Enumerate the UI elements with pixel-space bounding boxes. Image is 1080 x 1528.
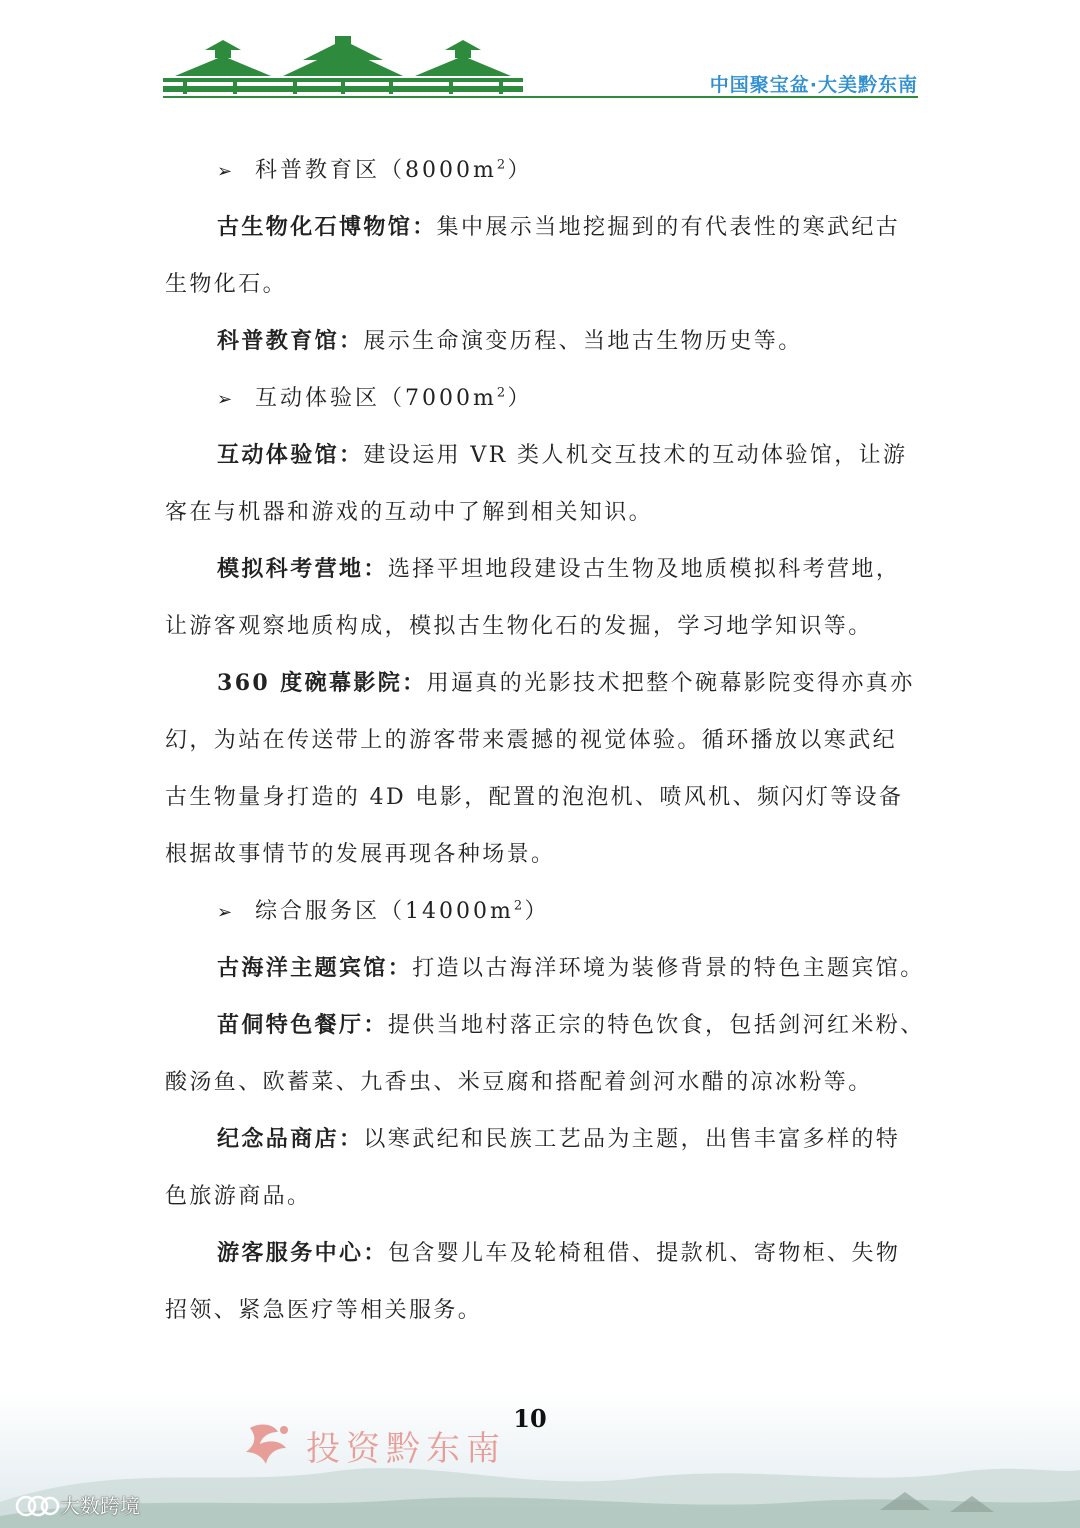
superscript: 2: [513, 898, 525, 914]
paragraph-continuation: 生物化石。: [165, 272, 288, 297]
section-title-close: ）: [507, 386, 532, 411]
section-title-close: ）: [524, 899, 549, 924]
item-text: 提供当地村落正宗的特色饮食，包括剑河红米粉、: [387, 1013, 925, 1038]
item-text: 以寒武纪和民族工艺品为主题，出售丰富多样的特: [363, 1127, 901, 1152]
page-header: [0, 0, 1080, 110]
paragraph: [165, 655, 925, 712]
paragraph-continuation: 客在与机器和游戏的互动中了解到相关知识。: [165, 500, 654, 525]
section-title: 综合服务区（14000m: [255, 899, 514, 924]
paragraph: [165, 997, 925, 1054]
paragraph-continuation: 古生物量身打造的 4D 电影，配置的泡泡机、喷风机、频闪灯等设备: [165, 785, 904, 810]
paragraph: [165, 1225, 925, 1282]
header-slogan: 中国聚宝盆·大美黔东南: [709, 74, 918, 96]
arrow-bullet-icon: ➢: [217, 902, 235, 923]
header-divider: [163, 96, 918, 98]
item-term: 古海洋主题宾馆：: [217, 955, 413, 981]
paragraph-continuation: 根据故事情节的发展再现各种场景。: [165, 842, 556, 867]
arrow-bullet-icon: ➢: [217, 161, 235, 182]
paragraph-continuation: 酸汤鱼、欧蓄菜、九香虫、米豆腐和搭配着剑河水醋的凉冰粉等。: [165, 1070, 873, 1095]
brand-seal-icon: [240, 1418, 296, 1472]
paragraph-continuation: 招领、紧急医疗等相关服务。: [165, 1298, 483, 1323]
item-term: 纪念品商店：: [217, 1126, 364, 1152]
paragraph: [165, 1111, 925, 1168]
superscript: 2: [496, 157, 508, 173]
weibo-logo-icon: [14, 1492, 60, 1518]
item-text: 建设运用 VR 类人机交互技术的互动体验馆，让游: [363, 443, 908, 468]
item-term: 模拟科考营地：: [217, 556, 388, 582]
superscript: 2: [496, 385, 508, 401]
paragraph: [165, 313, 925, 370]
paragraph: [165, 199, 925, 256]
pavilion-logo-icon: [163, 36, 523, 98]
brand-logo: [240, 1418, 506, 1472]
item-term: 科普教育馆：: [217, 328, 364, 354]
item-text: 打造以古海洋环境为装修背景的特色主题宾馆。: [412, 956, 925, 981]
paragraph: [165, 427, 925, 484]
item-text: 选择平坦地段建设古生物及地质模拟科考营地，: [387, 557, 901, 582]
section-title: 互动体验区（7000m: [255, 386, 497, 411]
section-heading: [165, 883, 925, 940]
paragraph: [165, 940, 925, 997]
brand-name: 投资黔东南: [306, 1428, 506, 1469]
paragraph-continuation: 色旅游商品。: [165, 1184, 312, 1209]
section-heading: [165, 370, 925, 427]
item-term: 古生物化石博物馆：: [217, 214, 437, 240]
section-title-close: ）: [507, 158, 532, 183]
paragraph-continuation: 幻，为站在传送带上的游客带来震撼的视觉体验。循环播放以寒武纪: [165, 728, 898, 753]
item-term: 互动体验馆：: [217, 442, 364, 468]
section-heading: [165, 142, 925, 199]
arrow-bullet-icon: ➢: [217, 389, 235, 410]
item-text: 集中展示当地挖掘到的有代表性的寒武纪古: [436, 215, 901, 240]
page-number: 10: [513, 1404, 547, 1433]
paragraph-continuation: 让游客观察地质构成，模拟古生物化石的发掘，学习地学知识等。: [165, 614, 873, 639]
item-text: 展示生命演变历程、当地古生物历史等。: [363, 329, 803, 354]
item-term: 游客服务中心：: [217, 1240, 388, 1266]
section-title: 科普教育区（8000m: [255, 158, 497, 183]
document-body: [165, 142, 925, 1339]
item-term: 360 度碗幕影院：: [217, 670, 427, 696]
item-text: 用逼真的光影技术把整个碗幕影院变得亦真亦: [426, 671, 915, 696]
watermark-text: 大数跨境: [60, 1494, 140, 1518]
paragraph: [165, 541, 925, 598]
item-text: 包含婴儿车及轮椅租借、提款机、寄物柜、失物: [387, 1241, 901, 1266]
item-term: 苗侗特色餐厅：: [217, 1012, 388, 1038]
watermark: [14, 1490, 140, 1519]
